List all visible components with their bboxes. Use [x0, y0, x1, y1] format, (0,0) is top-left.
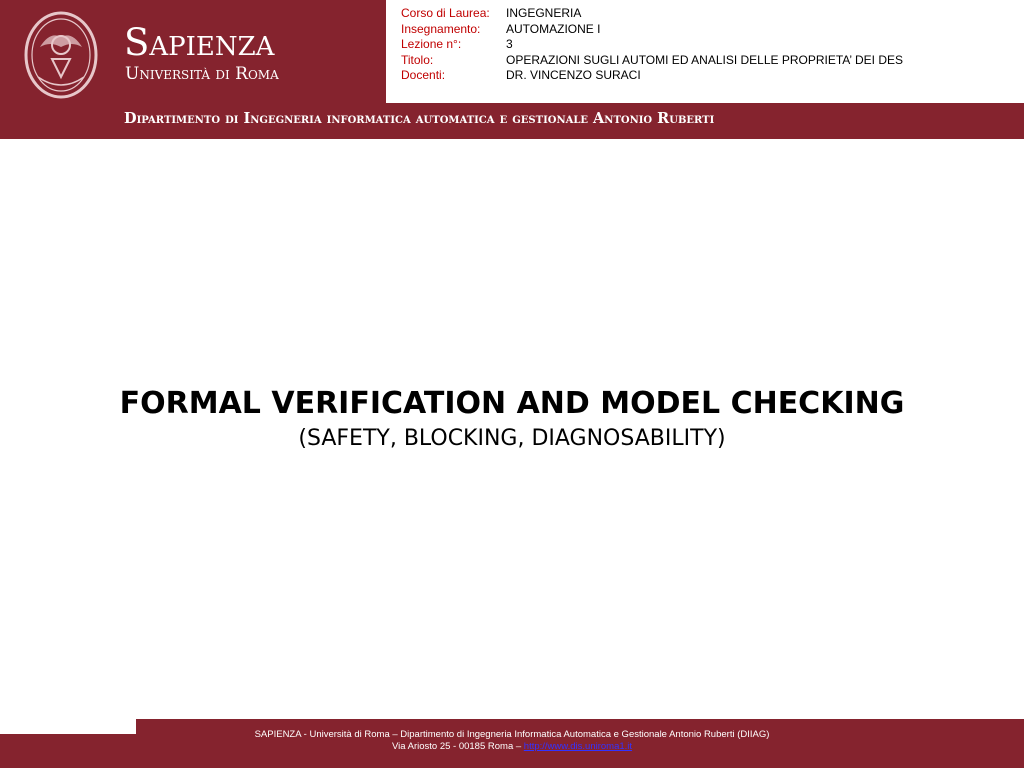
footer-line-2 — [0, 741, 1024, 753]
university-subtitle: Università di Roma — [125, 64, 279, 84]
sapienza-seal-icon — [24, 11, 98, 99]
department-band — [0, 103, 1024, 139]
course-info-label: Titolo: — [401, 52, 434, 67]
course-info-value: OPERAZIONI SUGLI AUTOMI ED ANALISI DELLE PROPRIETA’ DEI DES — [506, 52, 903, 67]
footer-line-1: SAPIENZA - Università di Roma – Dipartimento di Ingegneria Informatica Automatica e Gestionale Antonio Ruberti (DIIAG) — [254, 729, 770, 740]
course-info-row — [401, 68, 903, 84]
course-info-value: INGEGNERIA — [506, 6, 582, 20]
footer-text — [0, 729, 1024, 753]
slide-title: FORMAL VERIFICATION AND MODEL CHECKING — [119, 386, 905, 421]
course-info-label: Insegnamento: — [401, 21, 481, 36]
slide-title-area — [0, 386, 1024, 454]
course-info-row — [401, 53, 903, 69]
department-name: Dipartimento di Ingegneria informatica automatica e gestionale Antonio Ruberti — [124, 110, 715, 127]
university-name: Sapienza — [124, 21, 275, 64]
course-info-row — [401, 22, 903, 38]
course-info-table — [401, 6, 903, 84]
course-info-label: Docenti: — [401, 68, 446, 82]
university-logo-block — [0, 0, 386, 103]
website-link[interactable]: http://www.dis.uniroma1.it — [523, 741, 633, 752]
course-info-label: Lezione n°: — [401, 37, 462, 51]
course-info-label: Corso di Laurea: — [401, 6, 490, 20]
course-info-row — [401, 6, 903, 22]
footer-address: Via Ariosto 25 - 00185 Roma – — [391, 741, 524, 752]
slide-subtitle: (SAFETY, BLOCKING, DIAGNOSABILITY) — [298, 426, 726, 451]
course-info-row — [401, 37, 903, 53]
course-info-value: DR. VINCENZO SURACI — [506, 68, 641, 82]
course-info-value: 3 — [506, 37, 513, 51]
course-info-value: AUTOMAZIONE I — [506, 21, 601, 36]
